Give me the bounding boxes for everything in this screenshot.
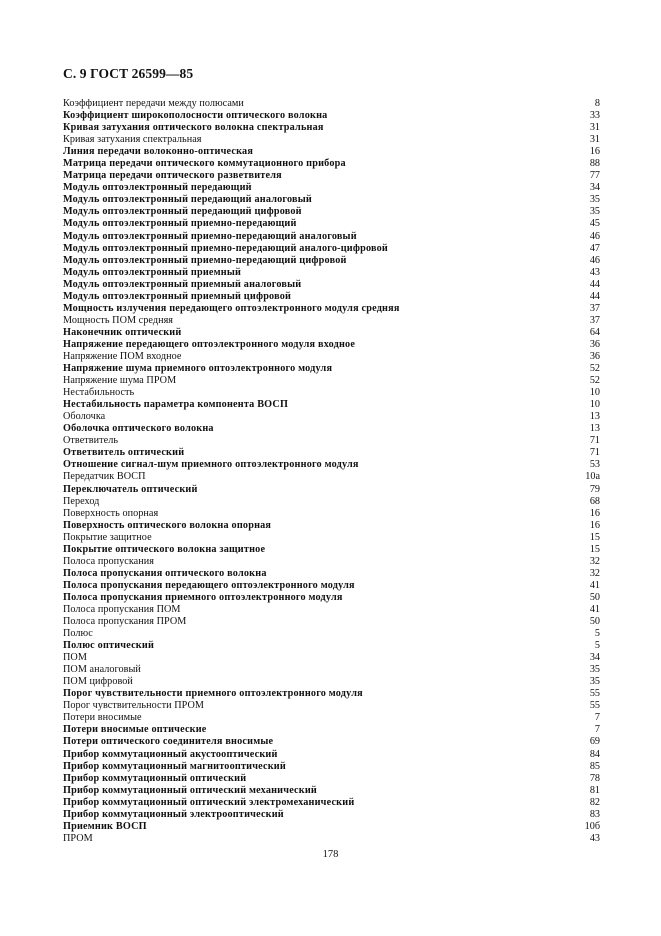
index-entry: [63, 592, 600, 604]
index-entry: [63, 688, 600, 700]
index-page-ref: 16: [589, 519, 600, 531]
index-entry: [63, 652, 600, 664]
index-entry: [63, 218, 600, 230]
index-entry: [63, 146, 600, 158]
index-page-ref: 45: [589, 218, 600, 230]
index-term: Модуль оптоэлектронный приемный цифровой: [63, 290, 292, 302]
index-page-ref: 43: [589, 832, 600, 844]
index-term: Модуль оптоэлектронный передающий цифровой: [63, 206, 302, 218]
index-term: Модуль оптоэлектронный приемный аналоговый: [63, 278, 302, 290]
index-page-ref: 50: [589, 591, 600, 603]
index-page-ref: 13: [589, 411, 600, 423]
index-term: Напряжение передающего оптоэлектронного модуля входное: [63, 338, 356, 350]
index-entry: [63, 363, 600, 375]
index-page-ref: 32: [589, 555, 600, 567]
index-term: Порог чувствительности ПРОМ: [63, 700, 204, 712]
index-page-ref: 55: [589, 688, 600, 700]
index-page-ref: 37: [589, 314, 600, 326]
index-entry: [63, 459, 600, 471]
index-page-ref: 10: [589, 387, 600, 399]
index-term: Покрытие оптического волокна защитное: [63, 543, 266, 555]
index-term: Модуль оптоэлектронный передающий аналоговый: [63, 194, 312, 206]
index-page-ref: 44: [589, 278, 600, 290]
index-entry: [63, 411, 600, 423]
index-term: Полоса пропускания: [63, 555, 154, 567]
index-term: Переключатель оптический: [63, 483, 198, 495]
index-page-ref: 7: [594, 724, 600, 736]
index-page-ref: 50: [589, 616, 600, 628]
index-term: ПРОМ: [63, 832, 93, 844]
index-page-ref: 44: [589, 290, 600, 302]
index-entry: [63, 749, 600, 761]
index-entry: [63, 158, 600, 170]
term-index-list: [63, 98, 600, 845]
index-entry: [63, 664, 600, 676]
index-page-ref: 47: [589, 242, 600, 254]
index-entry: [63, 182, 600, 194]
index-page-ref: 10: [589, 399, 600, 411]
index-page-ref: 85: [589, 760, 600, 772]
index-entry: [63, 700, 600, 712]
index-entry: [63, 351, 600, 363]
index-page-ref: 35: [589, 194, 600, 206]
index-entry: [63, 327, 600, 339]
index-term: Модуль оптоэлектронный приемно-передающий аналого-цифровой: [63, 242, 388, 254]
index-term: Переход: [63, 495, 100, 507]
index-entry: [63, 122, 600, 134]
index-page-ref: 77: [589, 170, 600, 182]
index-page-ref: 52: [589, 375, 600, 387]
index-term: Кривая затухания оптического волокна спектральная: [63, 122, 324, 134]
index-term: Модуль оптоэлектронный приемно-передающий: [63, 218, 297, 230]
index-term: Прибор коммутационный магнитооптический: [63, 760, 286, 772]
index-term: Приемник ВОСП: [63, 820, 147, 832]
index-page-ref: 88: [589, 158, 600, 170]
index-term: Модуль оптоэлектронный передающий: [63, 182, 252, 194]
index-page-ref: 32: [589, 567, 600, 579]
index-term: Коэффициент передачи между полюсами: [63, 98, 244, 109]
index-page-ref: 35: [589, 664, 600, 676]
index-entry: [63, 387, 600, 399]
index-entry: [63, 736, 600, 748]
index-page-ref: 82: [589, 796, 600, 808]
index-page-ref: 33: [589, 110, 600, 122]
index-entry: [63, 231, 600, 243]
index-term: Полоса пропускания приемного оптоэлектронного модуля: [63, 591, 343, 603]
index-term: ПОМ цифровой: [63, 676, 133, 688]
index-term: Ответвитель оптический: [63, 447, 185, 459]
index-page-ref: 71: [589, 435, 600, 447]
index-entry: [63, 279, 600, 291]
index-page-ref: 35: [589, 676, 600, 688]
index-term: Передатчик ВОСП: [63, 471, 146, 483]
index-term: Линия передачи волоконно-оптическая: [63, 146, 254, 158]
index-entry: [63, 809, 600, 821]
index-term: Напряжение ПОМ входное: [63, 350, 182, 362]
index-entry: [63, 520, 600, 532]
index-page-ref: 7: [594, 712, 600, 724]
index-page-ref: 84: [589, 748, 600, 760]
index-term: Нестабильность: [63, 387, 135, 399]
index-entry: [63, 471, 600, 483]
index-entry: [63, 508, 600, 520]
index-page-ref: 15: [589, 543, 600, 555]
index-term: Напряжение шума приемного оптоэлектронного модуля: [63, 363, 333, 375]
index-page-ref: 68: [589, 495, 600, 507]
index-page-ref: 36: [589, 350, 600, 362]
index-entry: [63, 303, 600, 315]
index-entry: [63, 568, 600, 580]
index-entry: [63, 544, 600, 556]
index-entry: [63, 134, 600, 146]
index-page-ref: 16: [589, 507, 600, 519]
index-term: Нестабильность параметра компонента ВОСП: [63, 399, 289, 411]
index-term: Модуль оптоэлектронный приемный: [63, 266, 242, 278]
index-page-ref: 15: [589, 531, 600, 543]
index-term: Прибор коммутационный оптический механический: [63, 784, 317, 796]
index-term: Полоса пропускания ПОМ: [63, 603, 181, 615]
index-page-ref: 41: [589, 579, 600, 591]
index-term: ПОМ: [63, 652, 87, 664]
index-entry: [63, 267, 600, 279]
index-entry: [63, 243, 600, 255]
index-term: Прибор коммутационный оптический: [63, 772, 247, 784]
index-page-ref: 83: [589, 808, 600, 820]
index-term: Матрица передачи оптического коммутационного прибора: [63, 158, 346, 170]
index-page-ref: 55: [589, 700, 600, 712]
page-header: С. 9 ГОСТ 26599—85: [63, 66, 194, 81]
index-page-ref: 5: [594, 640, 600, 652]
index-page-ref: 43: [589, 266, 600, 278]
index-page-ref: 16: [589, 146, 600, 158]
index-term: Мощность излучения передающего оптоэлектронного модуля средняя: [63, 302, 400, 314]
index-page-ref: 37: [589, 302, 600, 314]
index-term: Поверхность опорная: [63, 507, 159, 519]
index-entry: [63, 616, 600, 628]
index-page-ref: 36: [589, 338, 600, 350]
index-term: Поверхность оптического волокна опорная: [63, 519, 272, 531]
index-entry: [63, 797, 600, 809]
index-page-ref: 5: [594, 628, 600, 640]
index-entry: [63, 447, 600, 459]
index-term: Кривая затухания спектральная: [63, 134, 202, 146]
index-term: Коэффициент широкополосности оптического волокна: [63, 110, 328, 122]
index-entry: [63, 785, 600, 797]
index-term: Полоса пропускания ПРОМ: [63, 616, 187, 628]
index-term: Ответвитель: [63, 435, 119, 447]
index-entry: [63, 170, 600, 182]
index-entry: [63, 255, 600, 267]
index-term: Полоса пропускания оптического волокна: [63, 567, 267, 579]
index-term: Полюс: [63, 628, 93, 640]
index-page-ref: 81: [589, 784, 600, 796]
index-term: Полюс оптический: [63, 640, 155, 652]
index-page-ref: 34: [589, 652, 600, 664]
index-term: Порог чувствительности приемного оптоэлектронного модуля: [63, 688, 363, 700]
index-entry: [63, 98, 600, 110]
index-page-ref: 53: [589, 459, 600, 471]
index-entry: [63, 640, 600, 652]
index-entry: [63, 712, 600, 724]
index-page-ref: 78: [589, 772, 600, 784]
index-term: Прибор коммутационный электрооптический: [63, 808, 284, 820]
index-entry: [63, 628, 600, 640]
index-term: Модуль оптоэлектронный приемно-передающий аналоговый: [63, 230, 357, 242]
page-number: 178: [322, 849, 339, 860]
index-page-ref: 64: [589, 326, 600, 338]
index-term: Модуль оптоэлектронный приемно-передающий цифровой: [63, 254, 347, 266]
index-page-ref: 10а: [585, 471, 600, 483]
index-page-ref: 13: [589, 423, 600, 435]
index-entry: [63, 821, 600, 833]
index-entry: [63, 761, 600, 773]
index-entry: [63, 580, 600, 592]
index-term: Мощность ПОМ средняя: [63, 314, 174, 326]
index-page-ref: 46: [589, 254, 600, 266]
index-entry: [63, 206, 600, 218]
index-entry: [63, 315, 600, 327]
index-entry: [63, 532, 600, 544]
index-entry: [63, 604, 600, 616]
index-term: Потери оптического соединителя вносимые: [63, 736, 274, 748]
index-page-ref: 46: [589, 230, 600, 242]
index-entry: [63, 110, 600, 122]
index-page-ref: 52: [589, 363, 600, 375]
index-page-ref: 79: [589, 483, 600, 495]
index-page-ref: 31: [589, 122, 600, 134]
index-term: ПОМ аналоговый: [63, 664, 141, 676]
index-entry: [63, 339, 600, 351]
index-entry: [63, 724, 600, 736]
index-page-ref: 41: [589, 603, 600, 615]
index-term: Прибор коммутационный акустооптический: [63, 748, 278, 760]
index-entry: [63, 194, 600, 206]
index-term: Напряжение шума ПРОМ: [63, 375, 177, 387]
index-entry: [63, 496, 600, 508]
index-entry: [63, 423, 600, 435]
index-term: Прибор коммутационный оптический электромеханический: [63, 796, 355, 808]
index-page-ref: 10б: [584, 820, 600, 832]
index-term: Оболочка оптического волокна: [63, 423, 214, 435]
index-entry: [63, 291, 600, 303]
index-entry: [63, 435, 600, 447]
index-term: Отношение сигнал-шум приемного оптоэлектронного модуля: [63, 459, 359, 471]
index-term: Оболочка: [63, 411, 106, 423]
index-term: Наконечник оптический: [63, 326, 182, 338]
index-entry: [63, 375, 600, 387]
index-entry: [63, 773, 600, 785]
index-entry: [63, 399, 600, 411]
index-entry: [63, 556, 600, 568]
index-term: Полоса пропускания передающего оптоэлектронного модуля: [63, 579, 355, 591]
index-term: Покрытие защитное: [63, 531, 152, 543]
index-entry: [63, 676, 600, 688]
index-term: Потери вносимые: [63, 712, 142, 724]
index-page-ref: 69: [589, 736, 600, 748]
index-page-ref: 8: [594, 98, 600, 109]
index-entry: [63, 484, 600, 496]
index-page-ref: 35: [589, 206, 600, 218]
index-term: Потери вносимые оптические: [63, 724, 207, 736]
index-page-ref: 71: [589, 447, 600, 459]
index-term: Матрица передачи оптического разветвителя: [63, 170, 282, 182]
index-page-ref: 31: [589, 134, 600, 146]
index-page-ref: 34: [589, 182, 600, 194]
index-entry: [63, 833, 600, 845]
